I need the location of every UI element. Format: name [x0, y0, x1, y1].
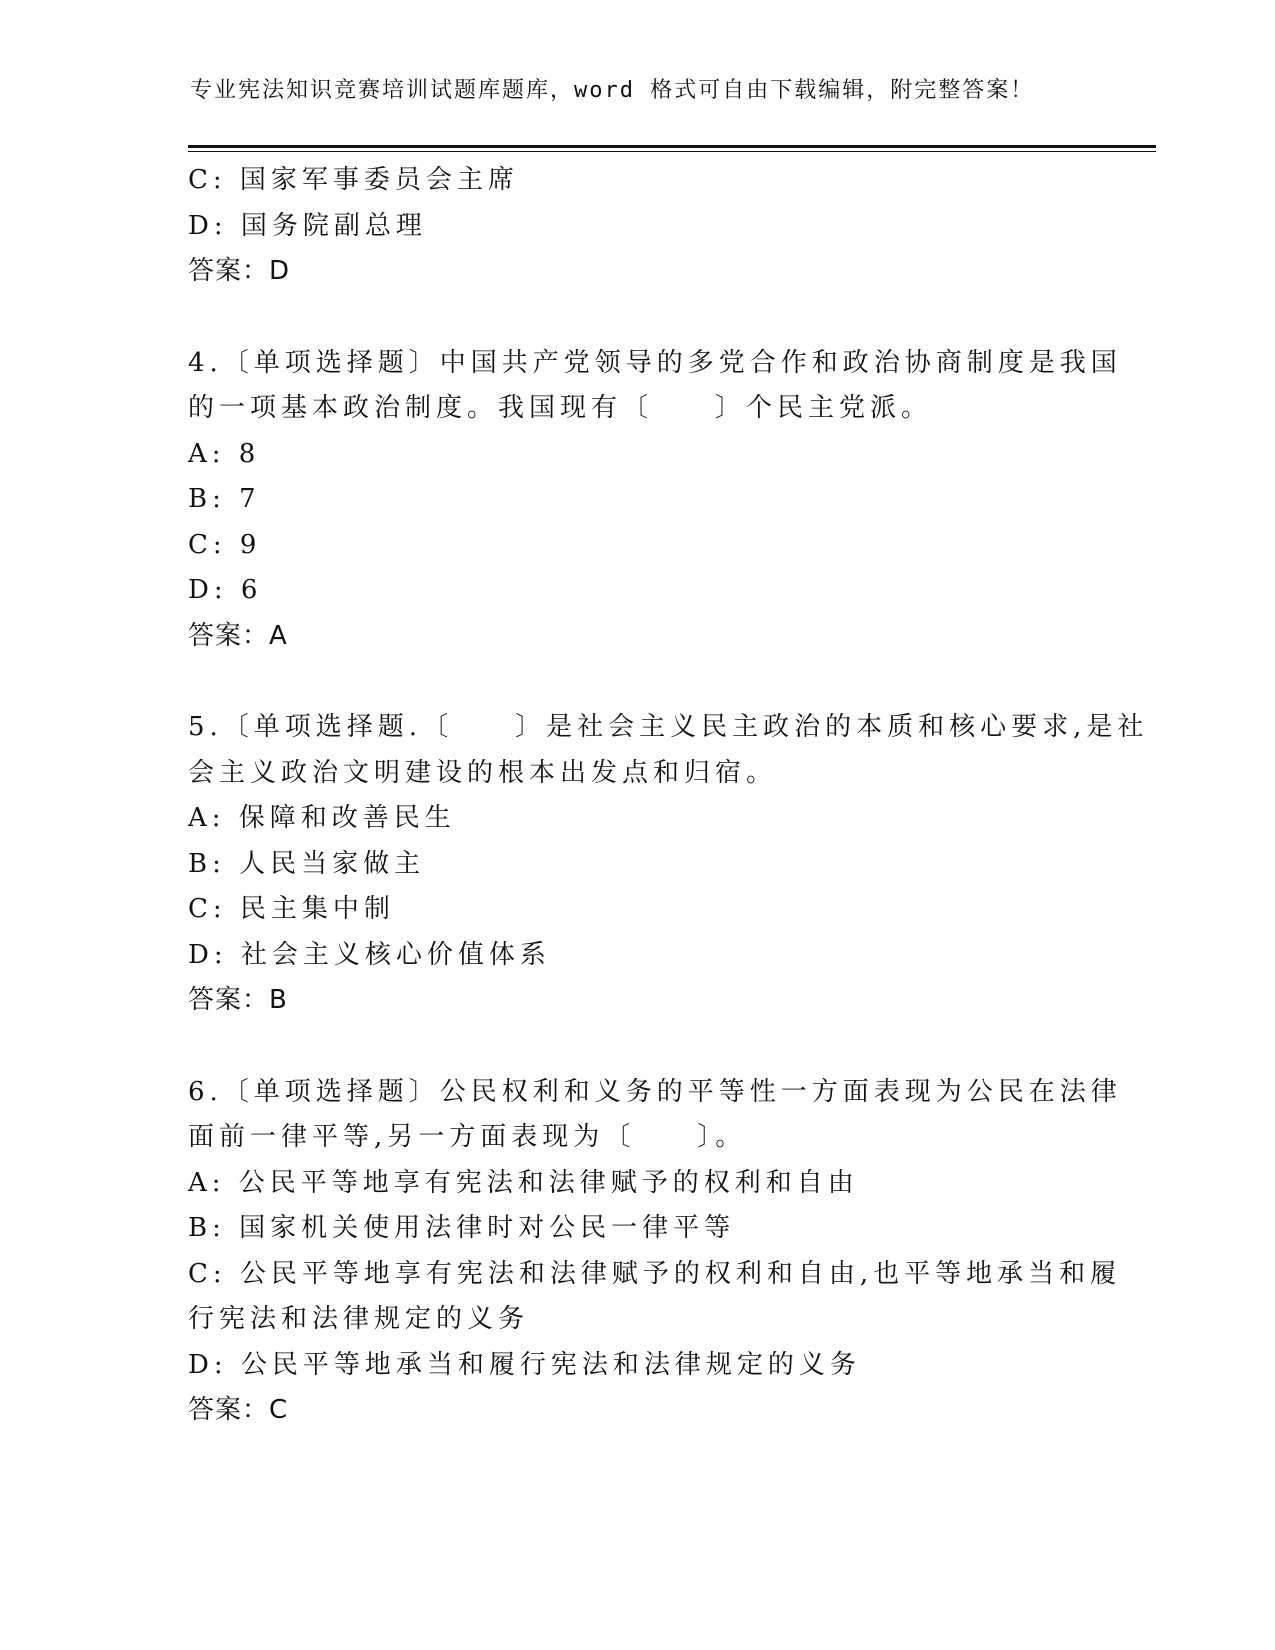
- spacer: [188, 1024, 1088, 1070]
- question-text: 4.〔单项选择题〕中国共产党领导的多党合作和政治协商制度是我国: [188, 347, 1122, 378]
- option-line: D: 国务院副总理: [188, 210, 427, 241]
- option-line: D: 6: [188, 575, 263, 605]
- question-text: 5.〔单项选择题.〔 〕是社会主义民主政治的本质和核心要求,是社: [188, 712, 1149, 742]
- option-line: D: 社会主义核心价值体系: [188, 939, 551, 970]
- page-header: 专业宪法知识竞赛培训试题库题库，word 格式可自由下载编辑，附完整答案！: [190, 78, 1035, 103]
- header-rule-thin: [188, 151, 1156, 152]
- option-line: B: 7: [188, 484, 261, 514]
- answer-line: 答案：D: [188, 256, 291, 286]
- option-line: B: 国家机关使用法律时对公民一律平等: [188, 1213, 736, 1243]
- option-line: A: 8: [188, 438, 261, 469]
- option-line: C: 公民平等地享有宪法和法律赋予的权利和自由,也平等地承当和履: [188, 1258, 1122, 1289]
- answer-line: 答案：A: [188, 620, 288, 651]
- option-line: A: 保障和改善民生: [188, 803, 456, 833]
- option-line: C: 民主集中制: [188, 894, 395, 924]
- option-line: 行宪法和法律规定的义务: [188, 1304, 530, 1334]
- option-line: A: 公民平等地享有宪法和法律赋予的权利和自由: [188, 1167, 859, 1198]
- spacer: [188, 659, 1088, 705]
- question-list: [188, 158, 1149, 1434]
- header-rule-thick: [188, 145, 1156, 148]
- option-line: D: 公民平等地承当和履行宪法和法律规定的义务: [188, 1349, 861, 1380]
- option-line: C: 9: [188, 529, 262, 560]
- spacer: [188, 295, 1088, 341]
- question-text: 会主义政治文明建设的根本出发点和归宿。: [188, 757, 778, 788]
- question-text: 的一项基本政治制度。我国现有〔 〕个民主党派。: [188, 393, 933, 423]
- option-line: B: 人民当家做主: [188, 848, 426, 879]
- question-text: 面前一律平等,另一方面表现为〔 〕。: [188, 1122, 747, 1152]
- answer-line: 答案：B: [188, 985, 288, 1015]
- option-line: C: 国家军事委员会主席: [188, 165, 519, 195]
- answer-line: 答案：C: [188, 1395, 289, 1425]
- question-text: 6.〔单项选择题〕公民权利和义务的平等性一方面表现为公民在法律: [188, 1076, 1122, 1107]
